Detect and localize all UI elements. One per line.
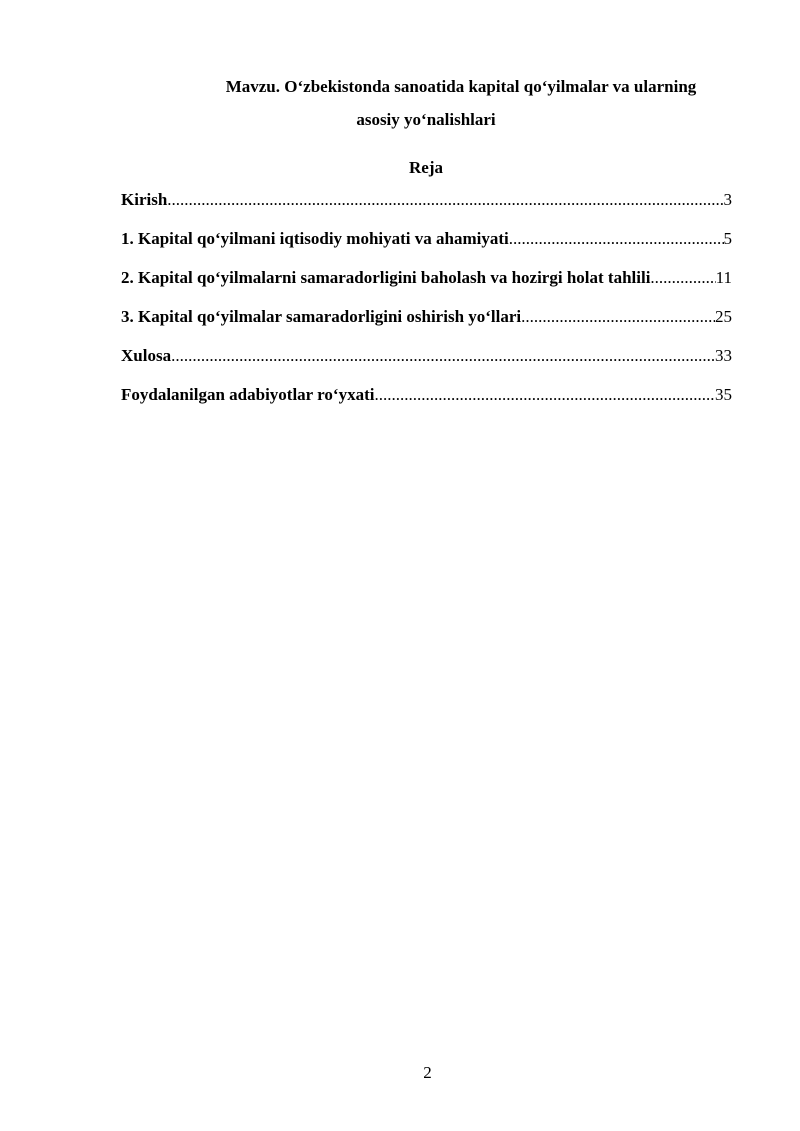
toc-dot-leader [171,346,715,366]
toc-entry-page: 11 [715,268,732,287]
toc-entry-page: 33 [715,346,732,365]
toc-dot-leader [509,229,724,249]
toc-dot-leader [374,385,715,405]
toc-entry-label: 1. Kapital qo‘yilmani iqtisodiy mohiyati va ahamiyati [121,229,509,248]
toc-dot-leader [521,307,715,327]
toc-entry-chapter-3[interactable] [121,307,732,327]
toc-entry-xulosa[interactable] [121,346,732,366]
toc-dot-leader [650,268,715,288]
table-of-contents [121,190,732,424]
toc-entry-references[interactable] [121,385,732,405]
toc-entry-page: 25 [715,307,732,326]
plan-heading: Reja [409,158,443,177]
toc-entry-chapter-2[interactable] [121,268,732,288]
document-title-line-1: Mavzu. O‘zbekistonda sanoatida kapital qo‘yilmalar va ularning [225,77,697,96]
toc-entry-label: Kirish [121,190,168,209]
toc-dot-leader [167,190,723,210]
page-number: 2 [423,1063,432,1082]
toc-entry-label: Xulosa [121,346,172,365]
toc-entry-kirish[interactable] [121,190,732,210]
document-title-line-2: asosiy yo‘nalishlari [356,110,496,129]
toc-entry-chapter-1[interactable] [121,229,732,249]
toc-entry-page: 5 [723,229,732,248]
toc-entry-page: 35 [715,385,732,404]
toc-entry-label: 3. Kapital qo‘yilmalar samaradorligini oshirish yo‘llari [121,307,522,326]
toc-entry-page: 3 [723,190,732,209]
toc-entry-label: Foydalanilgan adabiyotlar ro‘yxati [121,385,375,404]
toc-entry-label: 2. Kapital qo‘yilmalarni samaradorligini baholash va hozirgi holat tahlili [121,268,651,287]
